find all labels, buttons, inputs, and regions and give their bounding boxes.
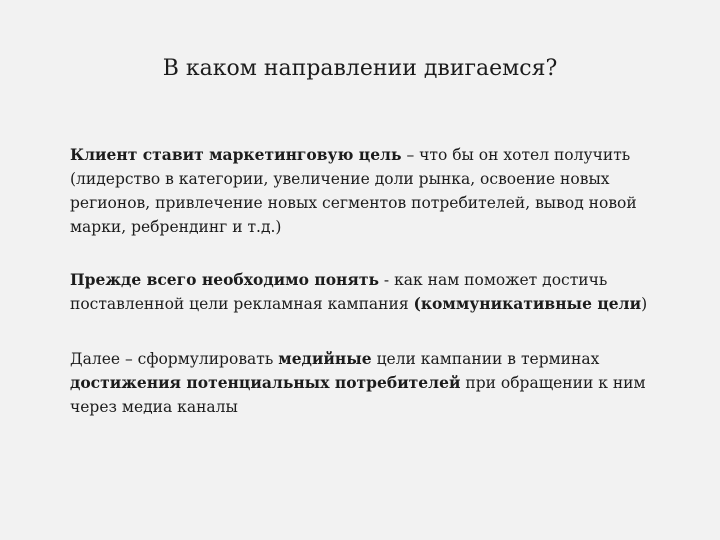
marketing-goal-text: – что бы он хотел получить (лидерство в категории, увеличение доли рынка, освоение новых регионов, привлечение новых сегментов потребителей, вывод новой марки, ребрендинг и т.д.) — [70, 146, 637, 236]
paragraph-communication-goals — [70, 268, 680, 316]
communication-goals-term: (коммуникативные цели — [413, 294, 642, 313]
communication-goals-emphasis: Прежде всего необходимо понять — [70, 270, 379, 289]
media-goals-text-1: Далее – сформулировать — [70, 350, 279, 368]
paragraph-marketing-goal — [70, 143, 680, 239]
paragraph-media-goals — [70, 347, 680, 419]
marketing-goal-emphasis: Клиент ставит маркетинговую цель — [70, 145, 402, 164]
media-goals-text-3: при обращении к ним через медиа каналы — [70, 374, 646, 416]
media-goals-text-2: цели кампании в терминах — [371, 350, 600, 368]
communication-goals-close: ) — [641, 295, 648, 313]
communication-goals-text: - как нам поможет достичь поставленной цели рекламная кампания — [70, 271, 608, 313]
media-goals-emphasis: медийные — [278, 349, 372, 368]
slide-title: В каком направлении двигаемся? — [162, 56, 558, 81]
media-goals-reach-term: достижения потенциальных потребителей — [70, 373, 461, 392]
